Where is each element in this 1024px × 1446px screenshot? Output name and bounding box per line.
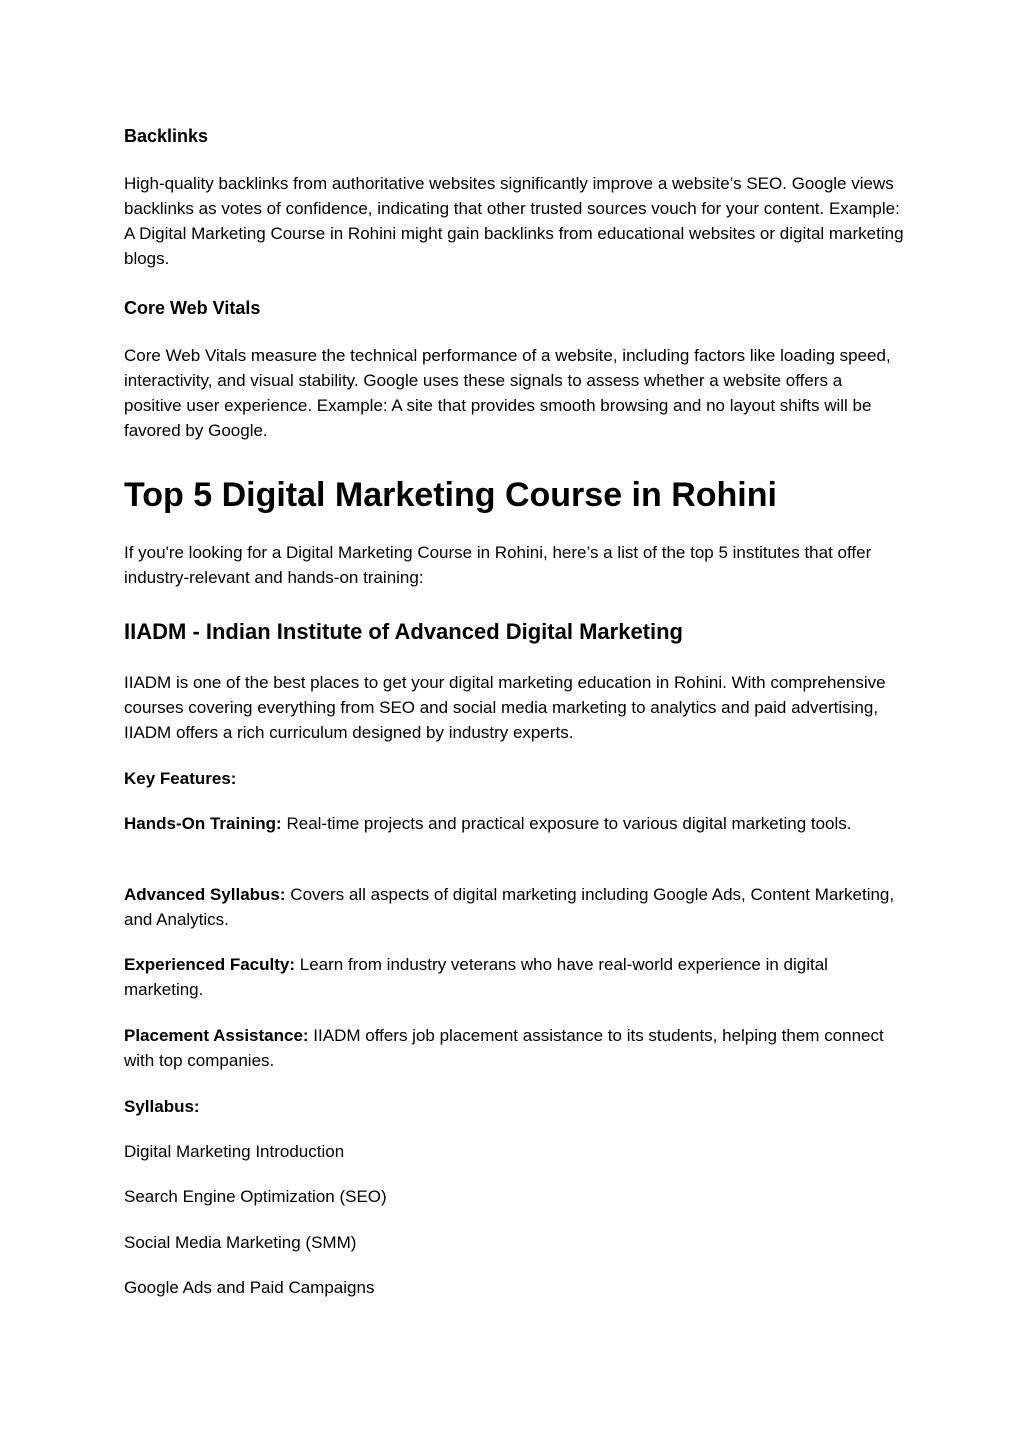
feature-item — [124, 952, 904, 1002]
backlinks-paragraph: High-quality backlinks from authoritative websites significantly improve a website’s SEO. Google views backlinks as votes of confidence, indicating that other trusted sources vouch for your content. Example: A Digital Marketing Course in Rohini might gain backlinks from educational websites or digital marketing blogs. — [124, 174, 904, 268]
core-web-vitals-heading: Core Web Vitals — [124, 298, 261, 318]
intro-paragraph: If you're looking for a Digital Marketing Course in Rohini, here’s a list of the top 5 institutes that offer industry-relevant and hands-on training: — [124, 543, 872, 587]
syllabus-item: Social Media Marketing (SMM) — [124, 1233, 357, 1252]
syllabus-item: Google Ads and Paid Campaigns — [124, 1278, 375, 1297]
iiadm-heading: IIADM - Indian Institute of Advanced Digital Marketing — [124, 619, 683, 644]
feature-title: Experienced Faculty: — [124, 955, 296, 974]
core-web-vitals-paragraph: Core Web Vitals measure the technical performance of a website, including factors like loading speed, interactivity, and visual stability. Google uses these signals to assess whether a website offers a positive user experience. Example: A site that provides smooth browsing and no layout shifts will be favored by Google. — [124, 346, 891, 440]
feature-title: Advanced Syllabus: — [124, 885, 286, 904]
backlinks-heading: Backlinks — [124, 126, 209, 146]
feature-text: IIADM offers job placement assistance to its students, helping them connect with top companies. — [124, 1026, 884, 1070]
feature-title: Hands-On Training: — [124, 814, 282, 833]
feature-title: Placement Assistance: — [124, 1026, 309, 1045]
feature-text: Real-time projects and practical exposure to various digital marketing tools. — [281, 814, 852, 833]
feature-text: Covers all aspects of digital marketing including Google Ads, Content Marketing, and Analytics. — [124, 885, 895, 929]
syllabus-label: Syllabus: — [124, 1097, 200, 1116]
iiadm-description: IIADM is one of the best places to get your digital marketing education in Rohini. With comprehensive courses covering everything from SEO and social media marketing to analytics and paid advertising, IIADM offers a rich curriculum designed by industry experts. — [124, 673, 886, 742]
syllabus-item: Digital Marketing Introduction — [124, 1142, 345, 1161]
feature-item — [124, 811, 904, 836]
feature-text: Learn from industry veterans who have real-world experience in digital marketing. — [124, 955, 828, 999]
key-features-label: Key Features: — [124, 769, 237, 788]
feature-item — [124, 882, 904, 932]
feature-item — [124, 1023, 904, 1073]
syllabus-item: Search Engine Optimization (SEO) — [124, 1187, 387, 1206]
page-title: Top 5 Digital Marketing Course in Rohini — [124, 476, 777, 514]
